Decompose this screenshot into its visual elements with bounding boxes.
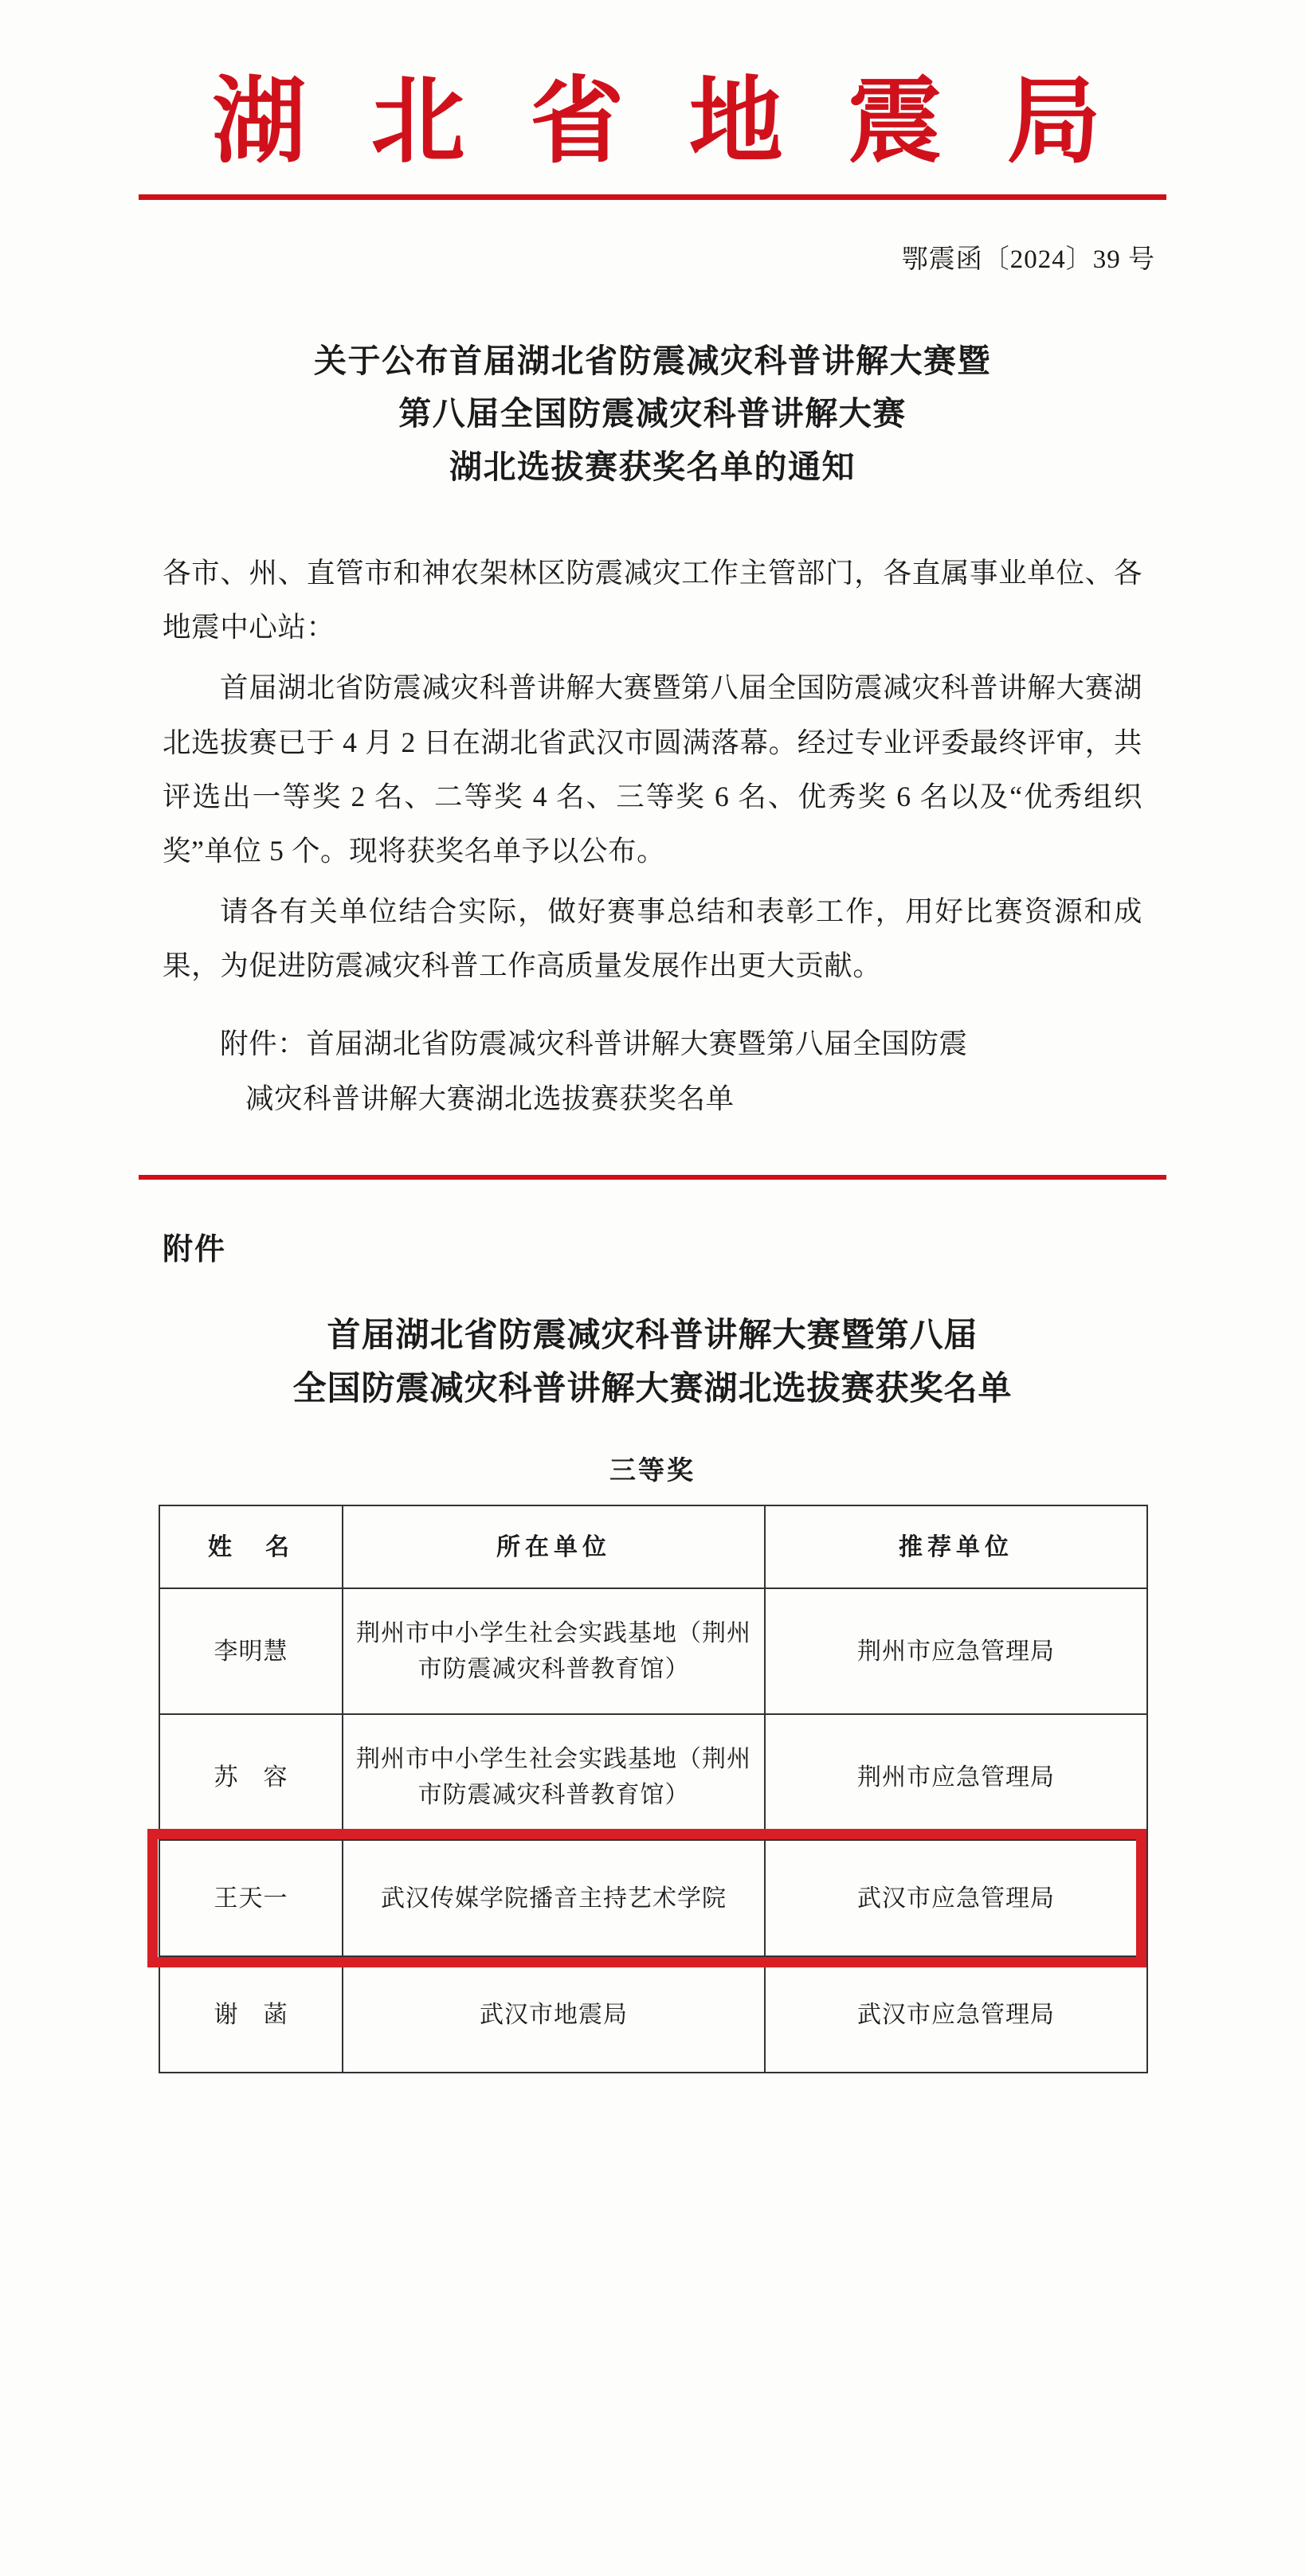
- letterhead-divider: [139, 194, 1166, 200]
- body-paragraph-2: 请各有关单位结合实际，做好赛事总结和表彰工作，用好比赛资源和成果，为促进防震减灾科普工作高质量发展作出更大贡献。: [163, 895, 1142, 982]
- table-row: [159, 1588, 1147, 1714]
- document-body: [163, 546, 1142, 1126]
- column-header-unit: 所在单位: [343, 1505, 765, 1588]
- attachment-note-line-2: 减灾科普讲解大赛湖北选拔赛获奖名单: [245, 1082, 735, 1114]
- attachment-title-line-2: 全国防震减灾科普讲解大赛湖北选拔赛获奖名单: [292, 1370, 1013, 1407]
- document-number: 鄂震函〔2024〕39 号: [901, 245, 1155, 274]
- cell-name: 王天一: [159, 1840, 343, 1956]
- page-title-line-3: 湖北选拔赛获奖名单的通知: [449, 448, 856, 485]
- award-level-label: 三等奖: [609, 1457, 696, 1486]
- cell-unit: 武汉市地震局: [343, 1956, 765, 2073]
- table-row-highlighted: [159, 1840, 1147, 1956]
- page-title-line-2: 第八届全国防震减灾科普讲解大赛: [398, 395, 907, 433]
- cell-unit: 武汉传媒学院播音主持艺术学院: [343, 1840, 765, 1956]
- page-title-line-1: 关于公布首届湖北省防震减灾科普讲解大赛暨: [314, 342, 991, 379]
- cell-name: 苏 容: [159, 1714, 343, 1840]
- section-divider: [139, 1175, 1166, 1180]
- winners-table-wrap: [159, 1505, 1146, 2073]
- cell-recommender: 武汉市应急管理局: [765, 1956, 1147, 2073]
- body-paragraph-1: 首届湖北省防震减灾科普讲解大赛暨第八届全国防震减灾科普讲解大赛湖北选拔赛已于 4 月 2 日在湖北省武汉市圆满落幕。经过专业评委最终评审，共评选出一等奖 2 名、二等奖 4 名、三等奖 6 名、优秀奖 6 名以及“优秀组织奖”单位 5 个。现将获奖名单予以公布。: [163, 671, 1142, 867]
- cell-name: 谢 菡: [159, 1956, 343, 2073]
- body-paragraph-salutation: 各市、州、直管市和神农架林区防震减灾工作主管部门，各直属事业单位、各地震中心站：: [163, 557, 1142, 644]
- attachment-title-line-1: 首届湖北省防震减灾科普讲解大赛暨第八届: [327, 1317, 978, 1354]
- letterhead: [0, 0, 1305, 276]
- table-row: [159, 1956, 1147, 2073]
- organization-title: 湖 北 省 地 震 局: [212, 70, 1122, 174]
- cell-unit: 荆州市中小学生社会实践基地（荆州市防震减灾科普教育馆）: [343, 1588, 765, 1714]
- attachment-note-line-1: 附件：首届湖北省防震减灾科普讲解大赛暨第八届全国防震: [220, 1028, 968, 1060]
- attachment-note: [163, 1016, 1142, 1125]
- page-title: [174, 335, 1131, 493]
- column-header-name: 姓 名: [159, 1505, 343, 1588]
- cell-recommender: 武汉市应急管理局: [765, 1840, 1147, 1956]
- cell-unit: 荆州市中小学生社会实践基地（荆州市防震减灾科普教育馆）: [343, 1714, 765, 1840]
- column-header-recommender: 推荐单位: [765, 1505, 1147, 1588]
- table-row: [159, 1714, 1147, 1840]
- cell-name: 李明慧: [159, 1588, 343, 1714]
- attachment-label: 附件: [163, 1232, 227, 1266]
- winners-table: [159, 1505, 1148, 2073]
- table-header-row: [159, 1505, 1147, 1588]
- cell-recommender: 荆州市应急管理局: [765, 1588, 1147, 1714]
- attachment-title: [147, 1310, 1158, 1416]
- cell-recommender: 荆州市应急管理局: [765, 1714, 1147, 1840]
